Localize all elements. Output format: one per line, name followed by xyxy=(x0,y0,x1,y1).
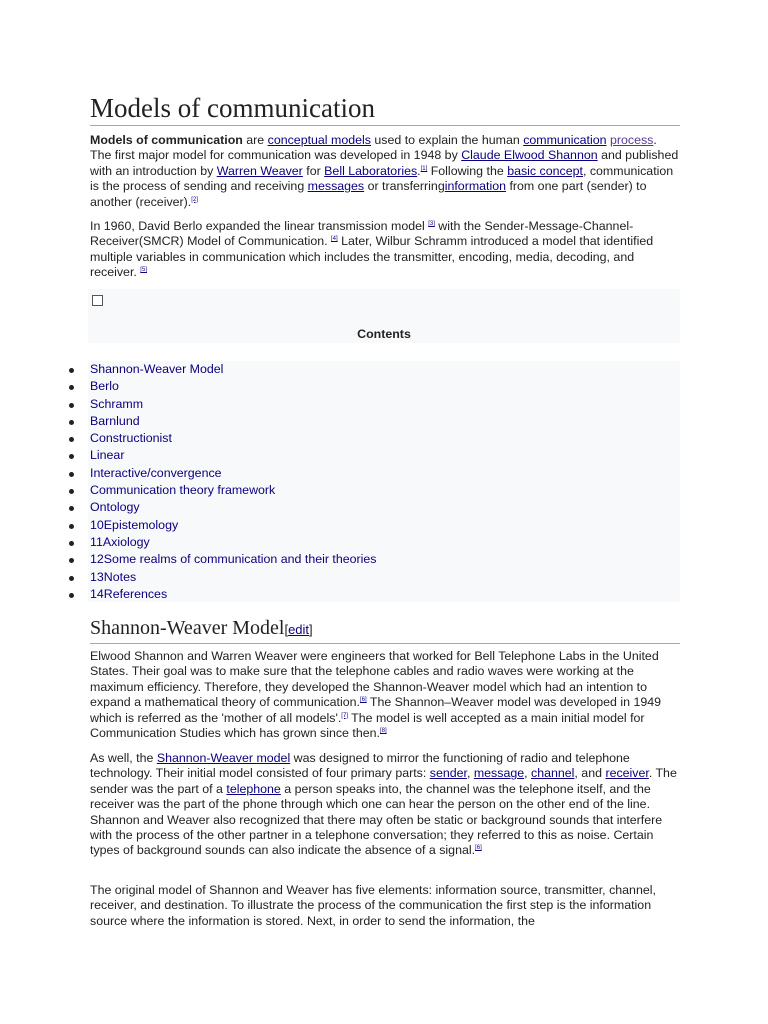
toc-item[interactable]: 11Axiology xyxy=(66,534,377,551)
ref-8[interactable]: [8] xyxy=(379,727,387,734)
link-bell-laboratories[interactable]: Bell Laboratories xyxy=(324,163,418,178)
toc-toggle-checkbox[interactable] xyxy=(92,295,103,306)
bracket: [ xyxy=(284,622,289,637)
page-title: Models of communication xyxy=(90,92,680,126)
link-channel[interactable]: channel xyxy=(531,766,575,781)
toc-item[interactable]: 10Epistemology xyxy=(66,517,377,534)
edit-section xyxy=(284,622,312,637)
ref-7[interactable]: [7] xyxy=(341,712,348,719)
text: As well, the xyxy=(90,751,157,765)
text: , and xyxy=(574,766,606,781)
link-information[interactable]: information xyxy=(444,179,507,194)
section-heading xyxy=(90,615,680,644)
link-conceptual-models[interactable]: conceptual models xyxy=(267,133,371,147)
toc-item[interactable]: Berlo xyxy=(66,378,377,395)
link-process[interactable]: process xyxy=(609,133,654,147)
link-basic-concept[interactable]: basic concept xyxy=(507,163,583,178)
toc-item[interactable]: Interactive/convergence xyxy=(66,465,377,482)
sw-paragraph-2 xyxy=(90,751,680,859)
toc-item[interactable]: Linear xyxy=(66,447,377,464)
toc-item[interactable]: Communication theory framework xyxy=(66,482,377,499)
toc-title: Contents xyxy=(357,327,411,341)
toc-list xyxy=(66,361,377,603)
bracket: ] xyxy=(309,622,313,637)
text: for xyxy=(302,163,325,178)
sw-paragraph-1 xyxy=(90,649,680,741)
toc-item[interactable]: Shannon-Weaver Model xyxy=(66,361,377,378)
text: , communication is the process of sending and receiving xyxy=(90,163,674,194)
ref-5[interactable]: [5] xyxy=(140,267,147,274)
link-warren-weaver[interactable]: Warren Weaver xyxy=(216,163,303,178)
toc-item[interactable]: Barnlund xyxy=(66,413,377,430)
text: used to explain the human xyxy=(370,133,524,147)
toc-item[interactable]: Schramm xyxy=(66,396,377,413)
text: was designed to mirror the functioning of radio and telephone technology. Their initial model consisted of four primary parts: xyxy=(90,751,630,781)
text: a person speaks into, the channel was the telephone itself, and the receiver was the part of the phone through which one can hear the person on the other end of the line. Shannon and Weaver also recognized that there may often be static or background sounds that interfere with the process of the other partner in a telephone conversation; they referred to this as noise. Certain types of background sounds can also indicate the absence of a signal. xyxy=(90,781,663,858)
ref-2[interactable]: [2] xyxy=(191,196,198,203)
text: . xyxy=(417,163,421,178)
toc-item[interactable]: Constructionist xyxy=(66,430,377,447)
intro-bold: Models of communication xyxy=(90,133,243,147)
ref-1[interactable]: [1] xyxy=(420,165,428,172)
ref-6b[interactable]: [6] xyxy=(475,845,482,852)
ref-6[interactable]: [6] xyxy=(359,697,367,704)
edit-link[interactable]: edit xyxy=(288,622,310,637)
text: from one part (sender) to another (receiver). xyxy=(90,179,647,209)
text: The model is well accepted as a main initial model for Communication Studies which has grown since then. xyxy=(90,710,645,741)
text: and published with an introduction by xyxy=(90,148,679,178)
text: are xyxy=(242,133,268,147)
ref-3[interactable]: [3] xyxy=(428,220,435,227)
sw-paragraph-3 xyxy=(90,883,680,929)
link-claude-shannon[interactable]: Claude Elwood Shannon xyxy=(461,148,598,163)
ref-4[interactable]: [4] xyxy=(331,236,338,243)
toc-item[interactable]: Ontology xyxy=(66,499,377,516)
section-title: Shannon-Weaver Model xyxy=(90,617,285,639)
link-sender[interactable]: sender xyxy=(429,766,467,781)
text: , xyxy=(524,766,532,781)
berlo-paragraph xyxy=(90,219,680,281)
toc-item[interactable]: 13Notes xyxy=(66,569,377,586)
link-shannon-weaver-model[interactable]: Shannon-Weaver model xyxy=(156,751,291,765)
text: Following the xyxy=(427,163,508,178)
text: . The first major model for communication was developed in 1948 by xyxy=(90,133,657,163)
link-receiver[interactable]: receiver xyxy=(605,766,649,781)
toc-header xyxy=(88,289,680,343)
link-message[interactable]: message xyxy=(473,766,525,781)
text: The Shannon–Weaver model was developed in 1949 which is referred as the 'mother of all models'. xyxy=(90,695,662,725)
text: with the Sender-Message-Channel-Receiver(SMCR) Model of Communication. xyxy=(90,219,634,249)
text: , xyxy=(466,766,474,781)
link-telephone[interactable]: telephone xyxy=(226,781,281,796)
text: The original model of Shannon and Weaver has five elements: information source, transmitter, channel, receiver, and destination. To illustrate the process of the communication the first step is the information source where the information is stored. Next, in order to send the information, the xyxy=(90,883,656,928)
link-communication[interactable]: communication xyxy=(523,133,607,147)
text: Elwood Shannon and Warren Weaver were engineers that worked for Bell Telephone Labs in the United States. Their goal was to make sure that the telephone cables and radio waves were working at the maximum efficiency. Therefore, they developed the Shannon-Weaver model which had an intention to expand a mathematical theory of communication. xyxy=(90,649,659,710)
text: Later, Wilbur Schramm introduced a model that identified multiple variables in communication which includes the transmitter, encoding, media, decoding, and receiver. xyxy=(90,234,654,280)
toc-item[interactable]: 14References xyxy=(66,586,377,603)
toc-item[interactable]: 12Some realms of communication and their theories xyxy=(66,551,377,568)
link-messages[interactable]: messages xyxy=(307,179,365,194)
text: In 1960, David Berlo expanded the linear transmission model xyxy=(90,219,429,233)
text: . The sender was the part of a xyxy=(90,766,677,796)
intro-paragraph xyxy=(90,133,680,210)
text: or transferring xyxy=(364,179,445,194)
